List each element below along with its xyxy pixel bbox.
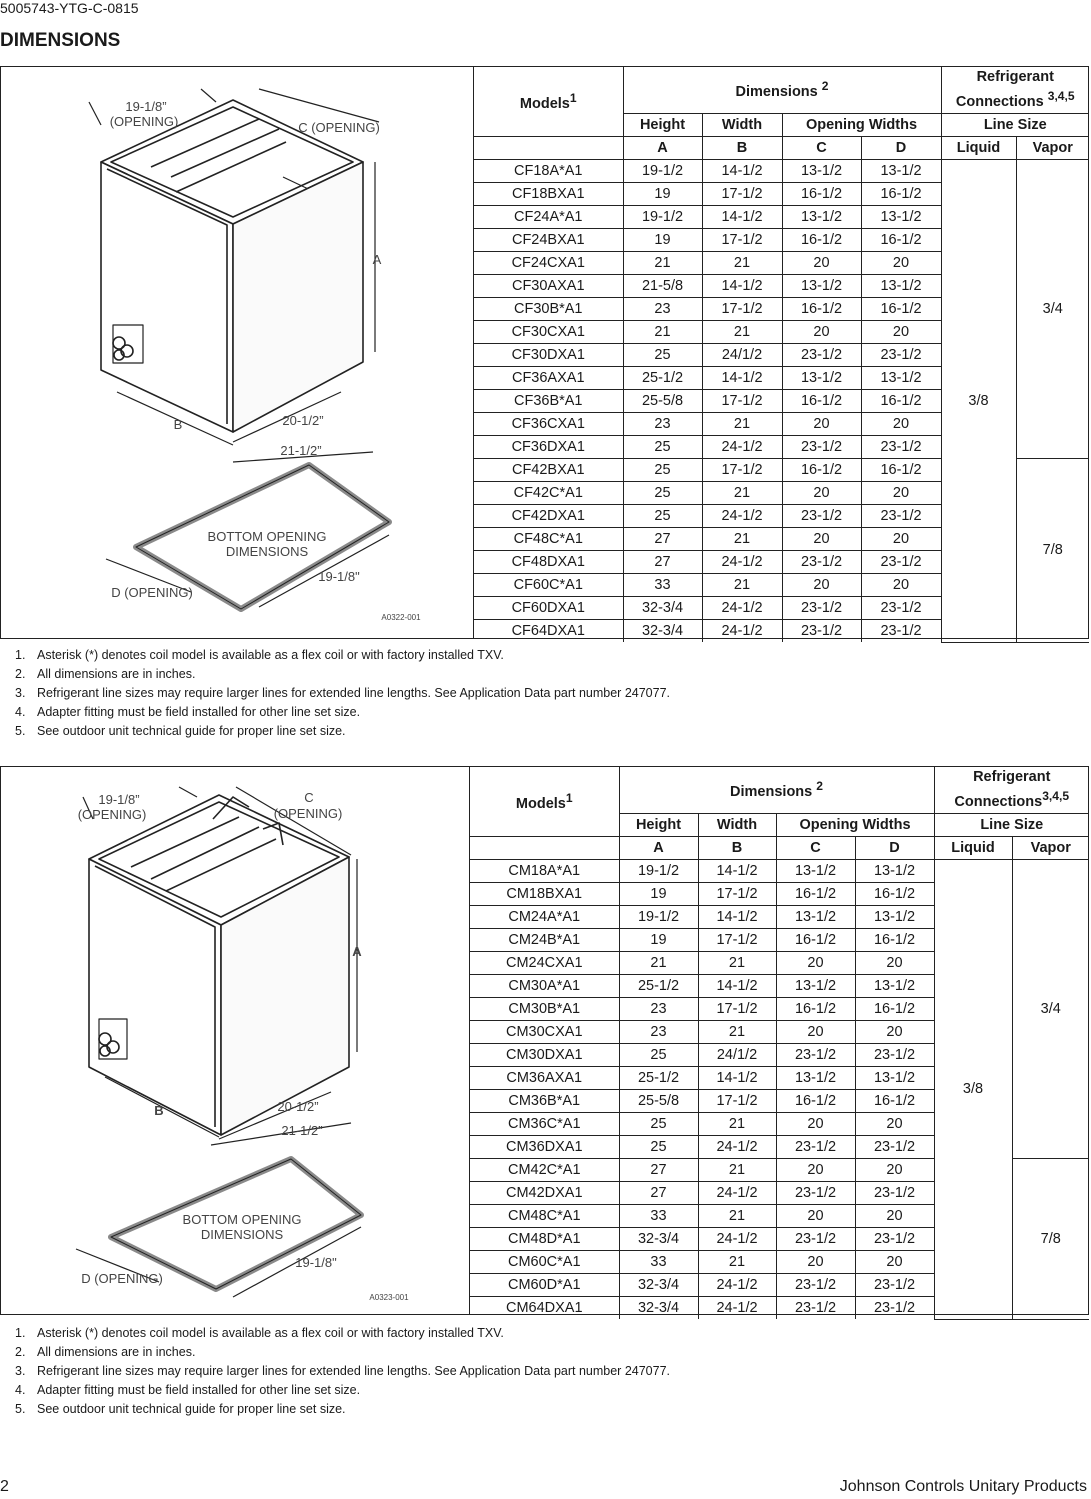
footnote: 3. Refrigerant line sizes may require larger lines for extended line lengths. See Application Data part number 247077. [15,686,671,700]
dimension-a-label: A [352,944,362,959]
c-opening-label: C (OPENING) [298,120,380,135]
cell-a: 25 [619,1135,698,1158]
col-c-header: C [782,136,861,159]
cell-model: CF30AXA1 [474,274,623,297]
cell-model: CF60C*A1 [474,573,623,596]
height-header: Height [623,113,702,136]
cell-c: 16-1/2 [782,297,861,320]
cell-model: CM48D*A1 [470,1227,619,1250]
cell-c: 23-1/2 [776,1181,855,1204]
cell-a: 21 [619,951,698,974]
cell-model: CF60DXA1 [474,596,623,619]
cell-a: 27 [619,1158,698,1181]
cell-b: 24/1/2 [702,343,782,366]
dimension-b-label: B [173,417,183,432]
cell-b: 17-1/2 [702,389,782,412]
cell-b: 17-1/2 [702,458,782,481]
cell-a: 33 [619,1204,698,1227]
cell-a: 25-5/8 [623,389,702,412]
cell-model: CF24BXA1 [474,228,623,251]
cell-c: 20 [776,1204,855,1227]
cell-d: 23-1/2 [861,596,941,619]
cell-c: 23-1/2 [782,435,861,458]
dimensions-table-cm [470,767,1089,1320]
cell-model: CM60C*A1 [470,1250,619,1273]
cell-b: 21 [702,412,782,435]
opening-word-label: (OPENING) [109,114,179,129]
footnote: 1. Asterisk (*) denotes coil model is available as a flex coil or with factory installed TXV. [15,1326,504,1340]
dimension-20-label: 20-1/2” [282,413,324,428]
cell-d: 20 [861,527,941,550]
cell-a: 23 [623,412,702,435]
cell-d: 20 [861,573,941,596]
cell-b: 17-1/2 [702,228,782,251]
cell-model: CM18BXA1 [470,882,619,905]
cell-b: 17-1/2 [702,182,782,205]
cell-d: 20 [861,481,941,504]
cell-b: 21 [702,527,782,550]
cell-a: 32-3/4 [623,619,702,642]
cell-a: 23 [623,297,702,320]
bottom-opening-label: BOTTOM OPENING [182,1212,302,1227]
footnotes-cm [15,1324,670,1419]
table-body-cf [474,159,1089,642]
col-a-header: A [619,836,698,859]
cell-b: 21 [702,320,782,343]
c-opening-word-label: (OPENING) [273,806,343,821]
cell-d: 16-1/2 [861,297,941,320]
cell-a: 25 [623,435,702,458]
cell-d: 13-1/2 [861,366,941,389]
col-b-header: B [698,836,776,859]
cell-a: 33 [619,1250,698,1273]
cell-model: CF24A*A1 [474,205,623,228]
cell-d: 16-1/2 [861,458,941,481]
vapor-line-size-large: 7/8 [1012,1158,1089,1319]
cell-d: 23-1/2 [861,343,941,366]
opening-word-label: (OPENING) [77,807,147,822]
cell-b: 24-1/2 [702,596,782,619]
cell-b: 21 [698,1250,776,1273]
cell-c: 20 [782,251,861,274]
cell-model: CF64DXA1 [474,619,623,642]
cell-model: CF42DXA1 [474,504,623,527]
col-b-header: B [702,136,782,159]
cell-c: 13-1/2 [776,1066,855,1089]
footnote: 5. See outdoor unit technical guide for proper line set size. [15,724,346,738]
bottom-dimensions-label: DIMENSIONS [200,1227,284,1242]
cell-d: 23-1/2 [855,1043,934,1066]
cell-c: 16-1/2 [782,228,861,251]
liquid-line-size: 3/8 [941,159,1016,642]
vapor-line-size-small: 3/4 [1016,159,1089,458]
liquid-line-size: 3/8 [934,859,1012,1319]
vapor-header: Vapor [1012,836,1089,859]
width-header: Width [702,113,782,136]
cell-c: 13-1/2 [776,974,855,997]
cell-a: 25-1/2 [623,366,702,389]
liquid-header: Liquid [934,836,1012,859]
cell-c: 23-1/2 [776,1135,855,1158]
dimensions-header: Dimensions $^2$ [623,67,941,113]
cell-d: 16-1/2 [861,389,941,412]
cell-c: 20 [782,412,861,435]
cell-model: CF36AXA1 [474,366,623,389]
cell-b: 24-1/2 [698,1181,776,1204]
cell-a: 33 [623,573,702,596]
dimension-b-label: B [154,1103,164,1118]
cell-c: 23-1/2 [776,1273,855,1296]
cell-model: CF36DXA1 [474,435,623,458]
models-spacer [474,136,623,159]
cell-a: 32-3/4 [619,1227,698,1250]
line-size-header: Line Size [941,113,1089,136]
cell-c: 20 [776,1020,855,1043]
cell-c: 16-1/2 [776,1089,855,1112]
cell-d: 20 [855,1112,934,1135]
cell-model: CF36B*A1 [474,389,623,412]
cell-c: 16-1/2 [782,389,861,412]
cell-c: 20 [776,1112,855,1135]
cell-a: 32-3/4 [619,1273,698,1296]
cell-c: 23-1/2 [776,1296,855,1319]
opening-widths-header: Opening Widths [776,813,934,836]
cell-a: 32-3/4 [619,1296,698,1319]
cell-a: 23 [619,1020,698,1043]
dimensions-header: Dimensions $^2$ [619,767,934,813]
cell-b: 24-1/2 [702,435,782,458]
vapor-line-size-small: 3/4 [1012,859,1089,1158]
cell-a: 25 [619,1112,698,1135]
cell-d: 23-1/2 [861,504,941,527]
opening-width-label: 19-1/8” [125,99,167,114]
cell-a: 19-1/2 [619,905,698,928]
cell-c: 13-1/2 [782,274,861,297]
cell-model: CM30A*A1 [470,974,619,997]
dimension-20-label: 20-1/2” [277,1099,319,1114]
footnote: 3. Refrigerant line sizes may require larger lines for extended line lengths. See Application Data part number 247077. [15,1364,671,1378]
cell-d: 20 [855,1204,934,1227]
footnote: 4. Adapter fitting must be field installed for other line set size. [15,1383,361,1397]
cell-c: 23-1/2 [782,504,861,527]
cell-c: 13-1/2 [776,905,855,928]
cell-model: CM24B*A1 [470,928,619,951]
cell-c: 23-1/2 [782,550,861,573]
footnote: 2. All dimensions are in inches. [15,667,196,681]
cell-c: 13-1/2 [782,159,861,182]
col-d-header: D [855,836,934,859]
cell-model: CM36AXA1 [470,1066,619,1089]
cabinet-illustration [1,767,469,1315]
width-header: Width [698,813,776,836]
cell-c: 23-1/2 [782,343,861,366]
cell-b: 14-1/2 [698,1066,776,1089]
col-a-header: A [623,136,702,159]
cell-model: CM36C*A1 [470,1112,619,1135]
cabinet-drawing-cf [1,67,474,638]
cell-c: 20 [782,573,861,596]
refrigerant-header: Refrigerant Connections$^{3,4,5}$ [934,767,1089,813]
footer-brand: Johnson Controls Unitary Products [839,1478,1087,1495]
cell-b: 14-1/2 [702,159,782,182]
cell-model: CF30B*A1 [474,297,623,320]
cell-c: 20 [776,951,855,974]
cell-model: CM24CXA1 [470,951,619,974]
cell-b: 24-1/2 [698,1135,776,1158]
cell-d: 20 [861,251,941,274]
cell-model: CF36CXA1 [474,412,623,435]
cell-d: 20 [855,1158,934,1181]
footnote: 2. All dimensions are in inches. [15,1345,196,1359]
cell-a: 19-1/2 [619,859,698,882]
cell-model: CM30DXA1 [470,1043,619,1066]
dimension-21-label: 21-1/2” [280,443,322,458]
cell-a: 25-1/2 [619,1066,698,1089]
models-header: Models$^1$ [474,67,623,136]
cell-b: 21 [698,1112,776,1135]
cell-d: 20 [855,951,934,974]
cell-a: 27 [619,1181,698,1204]
footnotes-cf [15,646,670,741]
section-title: DIMENSIONS [0,30,121,51]
models-header: Models$^1$ [470,767,619,836]
cell-b: 24-1/2 [698,1273,776,1296]
d-opening-label: D (OPENING) [111,585,193,600]
opening-width-label: 19-1/8” [98,792,140,807]
dimensions-table-cf [474,67,1089,643]
cell-model: CM42DXA1 [470,1181,619,1204]
document-id: 5005743-YTG-C-0815 [0,0,139,16]
cell-model: CM48C*A1 [470,1204,619,1227]
cell-b: 24-1/2 [702,550,782,573]
table-row [474,159,1089,182]
cell-c: 13-1/2 [782,205,861,228]
cell-d: 13-1/2 [855,905,934,928]
cell-b: 17-1/2 [698,928,776,951]
cell-a: 25 [619,1043,698,1066]
opening-widths-header: Opening Widths [782,113,941,136]
cell-d: 16-1/2 [861,228,941,251]
cell-b: 21 [698,1020,776,1043]
cell-c: 16-1/2 [776,882,855,905]
cell-model: CM36DXA1 [470,1135,619,1158]
cell-d: 23-1/2 [861,550,941,573]
cell-a: 32-3/4 [623,596,702,619]
cell-model: CM30CXA1 [470,1020,619,1043]
bottom-dimensions-label: DIMENSIONS [225,544,309,559]
cell-b: 24-1/2 [698,1227,776,1250]
cell-b: 21 [702,481,782,504]
vapor-header: Vapor [1016,136,1089,159]
footnote: 5. See outdoor unit technical guide for proper line set size. [15,1402,346,1416]
cell-c: 13-1/2 [782,366,861,389]
cell-d: 16-1/2 [855,928,934,951]
cell-c: 20 [776,1158,855,1181]
cell-c: 23-1/2 [776,1227,855,1250]
page-number: 2 [0,1478,9,1495]
footnote: 4. Adapter fitting must be field installed for other line set size. [15,705,361,719]
cell-d: 23-1/2 [861,435,941,458]
cell-model: CF42C*A1 [474,481,623,504]
cell-b: 21 [702,251,782,274]
cell-c: 20 [776,1250,855,1273]
cell-b: 17-1/2 [698,882,776,905]
cell-a: 21 [623,251,702,274]
cell-c: 16-1/2 [776,997,855,1020]
dimensions-panel-cf [0,66,1089,639]
cell-d: 20 [861,320,941,343]
cell-a: 25 [623,504,702,527]
dimension-21-label: 21-1/2” [281,1123,323,1138]
cell-b: 21 [698,1204,776,1227]
cell-a: 19-1/2 [623,205,702,228]
cell-model: CF48DXA1 [474,550,623,573]
c-letter-label: C [304,790,314,805]
cell-a: 21 [623,320,702,343]
cell-model: CF48C*A1 [474,527,623,550]
cell-model: CM64DXA1 [470,1296,619,1319]
cell-c: 23-1/2 [782,596,861,619]
cell-d: 13-1/2 [855,1066,934,1089]
dimensions-panel-cm [0,766,1089,1315]
cell-b: 24-1/2 [702,619,782,642]
cell-b: 24-1/2 [702,504,782,527]
cell-model: CF30CXA1 [474,320,623,343]
cell-b: 24-1/2 [698,1296,776,1319]
cell-model: CM18A*A1 [470,859,619,882]
d-opening-label: D (OPENING) [81,1271,163,1286]
cell-c: 20 [782,320,861,343]
cell-d: 20 [861,412,941,435]
cell-a: 19 [623,228,702,251]
line-size-header: Line Size [934,813,1089,836]
cell-d: 20 [855,1020,934,1043]
liquid-header: Liquid [941,136,1016,159]
cell-b: 21 [702,573,782,596]
vapor-line-size-large: 7/8 [1016,458,1089,642]
cell-a: 19 [623,182,702,205]
table-row [470,859,1089,882]
cell-d: 23-1/2 [855,1135,934,1158]
cell-c: 16-1/2 [782,182,861,205]
cell-c: 20 [782,481,861,504]
cell-model: CF30DXA1 [474,343,623,366]
figure-code: A0323-001 [369,1293,409,1302]
cell-a: 25-5/8 [619,1089,698,1112]
cell-d: 13-1/2 [861,274,941,297]
cell-b: 14-1/2 [702,366,782,389]
cell-model: CM42C*A1 [470,1158,619,1181]
col-d-header: D [861,136,941,159]
cell-a: 27 [623,550,702,573]
cell-a: 25 [623,458,702,481]
cell-a: 21-5/8 [623,274,702,297]
cell-b: 14-1/2 [698,905,776,928]
cell-model: CF18A*A1 [474,159,623,182]
cell-b: 21 [698,1158,776,1181]
cell-a: 25-1/2 [619,974,698,997]
cell-model: CM24A*A1 [470,905,619,928]
cell-a: 19 [619,928,698,951]
cell-d: 23-1/2 [861,619,941,642]
cell-model: CM30B*A1 [470,997,619,1020]
cell-model: CF24CXA1 [474,251,623,274]
cell-d: 23-1/2 [855,1273,934,1296]
dimension-a-label: A [372,252,382,267]
cell-a: 19 [619,882,698,905]
cell-c: 20 [782,527,861,550]
cell-d: 23-1/2 [855,1296,934,1319]
cell-d: 16-1/2 [855,882,934,905]
cell-c: 13-1/2 [776,859,855,882]
cell-d: 13-1/2 [855,859,934,882]
cell-b: 17-1/2 [698,997,776,1020]
cell-d: 16-1/2 [861,182,941,205]
cell-c: 16-1/2 [776,928,855,951]
cell-a: 19-1/2 [623,159,702,182]
cell-b: 14-1/2 [698,974,776,997]
cell-d: 20 [855,1250,934,1273]
bottom-opening-label: BOTTOM OPENING [207,529,327,544]
cell-b: 24/1/2 [698,1043,776,1066]
cell-b: 14-1/2 [698,859,776,882]
cell-d: 16-1/2 [855,1089,934,1112]
table-body-cm [470,859,1089,1319]
figure-code: A0322-001 [381,613,421,622]
cell-c: 23-1/2 [782,619,861,642]
cell-model: CM36B*A1 [470,1089,619,1112]
cell-c: 23-1/2 [776,1043,855,1066]
bottom-width-label: 19-1/8" [295,1255,337,1270]
cell-d: 13-1/2 [861,205,941,228]
cabinet-drawing-cm [1,767,470,1314]
footnote: 1. Asterisk (*) denotes coil model is available as a flex coil or with factory installed TXV. [15,648,504,662]
cell-d: 13-1/2 [861,159,941,182]
cell-model: CF42BXA1 [474,458,623,481]
refrigerant-header: Refrigerant Connections $^{3,4,5}$ [941,67,1089,113]
cell-d: 23-1/2 [855,1181,934,1204]
cell-a: 23 [619,997,698,1020]
cell-b: 21 [698,951,776,974]
cell-c: 16-1/2 [782,458,861,481]
models-spacer [470,836,619,859]
cell-d: 13-1/2 [855,974,934,997]
cell-a: 25 [623,343,702,366]
cell-b: 17-1/2 [702,297,782,320]
cell-b: 14-1/2 [702,205,782,228]
cabinet-illustration [1,67,473,639]
cell-model: CF18BXA1 [474,182,623,205]
cell-b: 17-1/2 [698,1089,776,1112]
cell-d: 23-1/2 [855,1227,934,1250]
cell-model: CM60D*A1 [470,1273,619,1296]
cell-b: 14-1/2 [702,274,782,297]
height-header: Height [619,813,698,836]
cell-a: 27 [623,527,702,550]
cell-d: 16-1/2 [855,997,934,1020]
cell-a: 25 [623,481,702,504]
bottom-width-label: 19-1/8" [318,569,360,584]
col-c-header: C [776,836,855,859]
